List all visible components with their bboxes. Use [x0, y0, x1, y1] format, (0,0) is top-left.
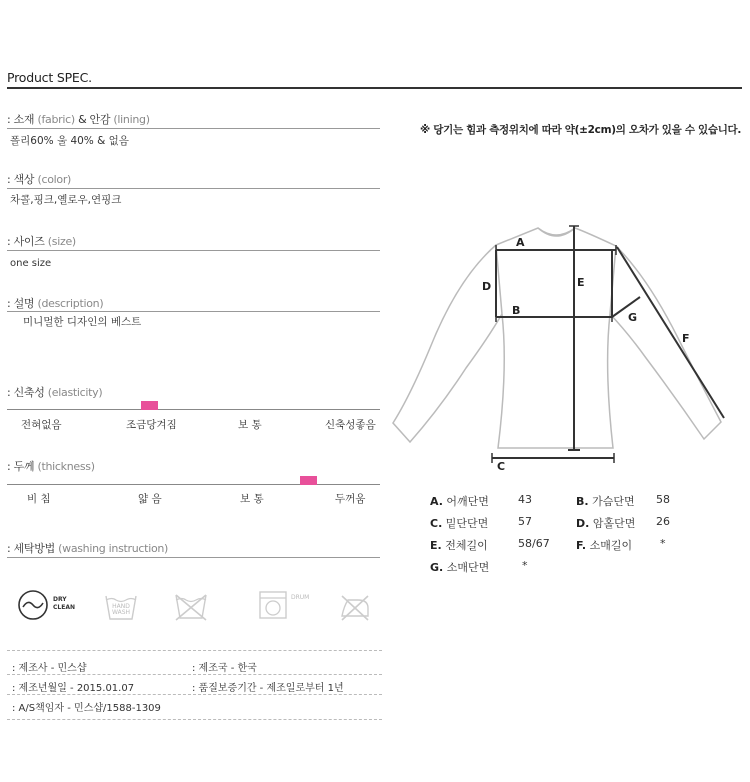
fabric-en-label: (fabric): [37, 113, 75, 126]
measurement-key: F.: [576, 539, 587, 552]
drum-text: DRUM: [291, 594, 310, 601]
country-info: : 제조국 - 한국: [192, 663, 257, 674]
hand-wash-text-1: HAND: [112, 603, 130, 610]
description-label: : 설명: [7, 297, 35, 310]
measurement-e-value: 58/67: [518, 537, 550, 550]
size-divider: [7, 250, 380, 251]
measurement-a: [430, 493, 489, 509]
measurement-name: 밑단단면: [445, 517, 489, 530]
washing-divider: [7, 557, 380, 558]
thickness-heading: [7, 458, 95, 474]
measurement-c: [430, 515, 488, 531]
washing-label: : 세탁방법: [7, 542, 55, 555]
fabric-divider: [7, 128, 380, 129]
description-en-label: (description): [37, 297, 104, 310]
measurement-key: B.: [576, 495, 589, 508]
measurement-b: [576, 493, 635, 509]
description-value: 미니멀한 디자인의 베스트: [23, 316, 142, 328]
measurement-a-value: 43: [518, 493, 532, 506]
size-heading: [7, 233, 76, 249]
color-heading: [7, 171, 71, 187]
elasticity-heading: [7, 384, 102, 400]
diagram-label-c: C: [497, 460, 506, 473]
thickness-option-1: 비 침: [27, 493, 51, 505]
washing-en-label: (washing instruction): [58, 542, 169, 555]
measurement-g-value: *: [522, 559, 528, 572]
thickness-option-3: 보 통: [240, 493, 264, 505]
elasticity-option-1: 전혀없음: [21, 419, 62, 431]
dry-clean-text-2: CLEAN: [53, 604, 75, 611]
info-divider-2: [7, 694, 382, 695]
warranty-info: : 품질보증기간 - 제조일로부터 1년: [192, 683, 344, 694]
diagram-label-f: F: [682, 332, 690, 345]
no-bleach-icon: [172, 592, 210, 626]
diagram-label-e: E: [577, 276, 585, 289]
dry-clean-icon: [18, 588, 78, 622]
spec-title: Product SPEC.: [7, 70, 92, 85]
measurement-name: 어깨단면: [446, 495, 489, 508]
thickness-scale-line: [7, 484, 380, 485]
date-info: : 제조년월일 - 2015.01.07: [12, 683, 135, 694]
fabric-label: : 소재: [7, 113, 35, 126]
measurement-key: A.: [430, 495, 443, 508]
color-en-label: (color): [37, 173, 72, 186]
fabric-value: 폴리60% 울 40% & 없음: [10, 135, 129, 147]
info-bottom-divider: [7, 719, 382, 720]
size-value: one size: [10, 258, 52, 269]
measurement-key: G.: [430, 561, 444, 574]
washing-heading: [7, 540, 168, 556]
thickness-en-label: (thickness): [37, 460, 95, 473]
measurement-e: [430, 537, 488, 553]
color-divider: [7, 188, 380, 189]
measurement-name: 소매길이: [589, 539, 633, 552]
lining-en-label: (lining): [113, 113, 150, 126]
drum-wash-icon: [258, 590, 318, 622]
elasticity-label: : 신축성: [7, 386, 45, 399]
measurement-name: 소매단면: [446, 561, 490, 574]
elasticity-option-2: 조금당겨짐: [126, 419, 177, 431]
elasticity-en-label: (elasticity): [47, 386, 103, 399]
measurement-key: E.: [430, 539, 442, 552]
measurement-key: C.: [430, 517, 443, 530]
info-top-divider: [7, 650, 382, 651]
measurement-c-value: 57: [518, 515, 532, 528]
elasticity-indicator: [141, 401, 158, 410]
elasticity-scale-line: [7, 409, 380, 410]
title-divider: [7, 87, 742, 89]
measurement-g: [430, 559, 489, 575]
measurement-d: [576, 515, 635, 531]
measurement-note: ※ 당기는 힘과 측정위치에 따라 약(±2cm)의 오차가 있을 수 있습니다.: [420, 124, 742, 136]
diagram-label-g: G: [628, 311, 638, 324]
color-value: 차콜,핑크,옐로우,연핑크: [10, 194, 122, 206]
diagram-label-b: B: [512, 304, 521, 317]
hand-wash-icon: [104, 592, 138, 622]
diagram-label-a: A: [516, 236, 525, 249]
no-iron-icon: [338, 592, 372, 626]
thickness-option-2: 얇 음: [138, 493, 162, 505]
measurement-b-value: 58: [656, 493, 670, 506]
thickness-indicator: [300, 476, 317, 485]
lining-label: & 안감: [78, 113, 111, 126]
fabric-heading: [7, 111, 150, 127]
elasticity-option-3: 보 통: [238, 419, 262, 431]
thickness-option-4: 두꺼움: [335, 493, 366, 505]
measurement-f-value: *: [660, 537, 666, 550]
hand-wash-text-2: WASH: [112, 609, 131, 616]
measurement-name: 전체길이: [445, 539, 488, 552]
as-info: : A/S책임자 - 민스샵/1588-1309: [12, 703, 161, 714]
garment-diagram: [388, 218, 738, 480]
info-divider-1: [7, 674, 382, 675]
size-label: : 사이즈: [7, 235, 45, 248]
size-en-label: (size): [47, 235, 76, 248]
measurement-key: D.: [576, 517, 590, 530]
color-label: : 색상: [7, 173, 35, 186]
maker-info: : 제조사 - 민스샵: [12, 663, 87, 674]
thickness-label: : 두께: [7, 460, 35, 473]
diagram-label-d: D: [482, 280, 492, 293]
description-heading: [7, 295, 103, 311]
dry-clean-text-1: DRY: [53, 596, 67, 603]
measurement-name: 가슴단면: [592, 495, 635, 508]
elasticity-option-4: 신축성좋음: [325, 419, 376, 431]
description-divider: [7, 311, 380, 312]
measurement-f: [576, 537, 632, 553]
measurement-d-value: 26: [656, 515, 670, 528]
garment-diagram-svg: [388, 218, 738, 480]
measurement-name: 암홀단면: [592, 517, 636, 530]
